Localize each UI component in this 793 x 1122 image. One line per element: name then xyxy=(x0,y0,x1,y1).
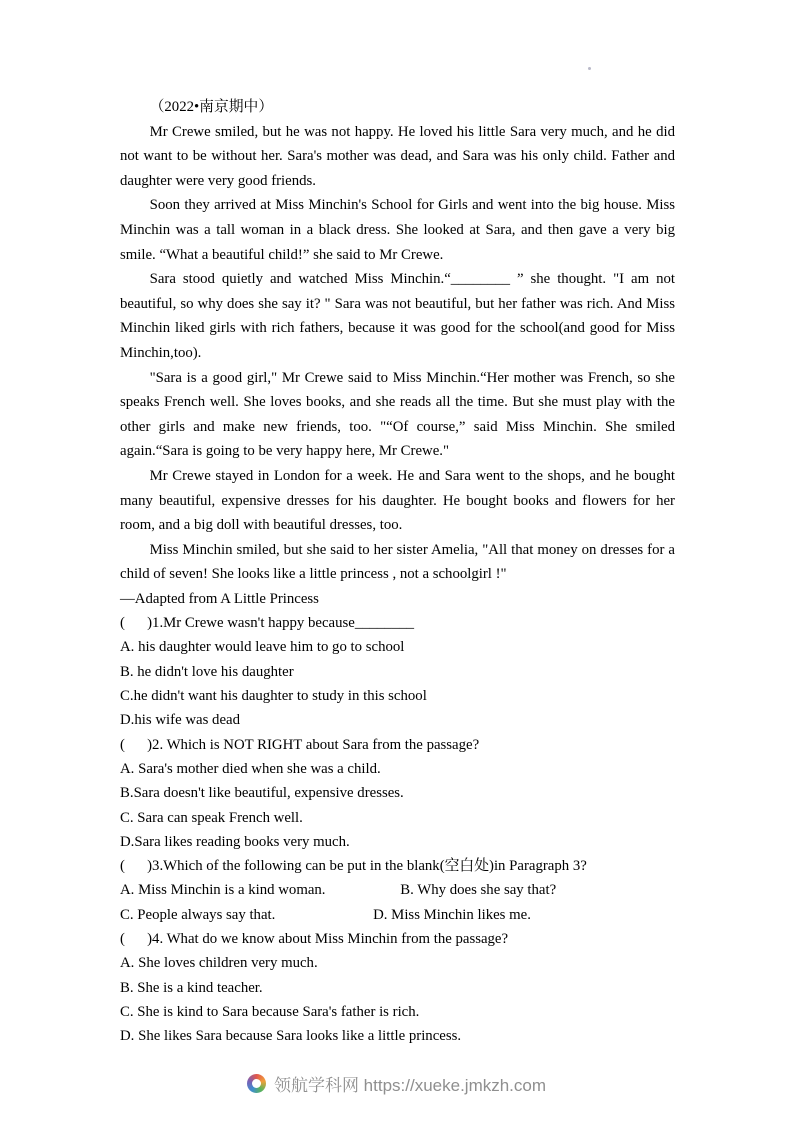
question-4 xyxy=(120,927,675,1048)
question-3-stem: ( )3.Which of the following can be put in the blank(空白处)in Paragraph 3? xyxy=(120,858,587,875)
question-1-option-b: B. he didn't love his daughter xyxy=(120,663,294,680)
question-3-option-c: C. People always say that. xyxy=(120,906,276,923)
question-3-option-a: A. Miss Minchin is a kind woman. xyxy=(120,882,326,899)
question-1-stem: ( )1.Mr Crewe wasn't happy because________ xyxy=(120,615,415,632)
question-4-option-b: B. She is a kind teacher. xyxy=(120,979,263,996)
xueke-logo-core xyxy=(252,1079,261,1088)
stray-mark-dot xyxy=(588,67,591,70)
question-4-option-a: A. She loves children very much. xyxy=(120,955,318,972)
question-2-stem: ( )2. Which is NOT RIGHT about Sara from the passage? xyxy=(120,736,480,753)
question-3-option-b: B. Why does she say that? xyxy=(400,882,557,899)
question-1-option-a: A. his daughter would leave him to go to school xyxy=(120,639,405,656)
question-3-options-row-1 xyxy=(120,878,675,902)
question-2-option-b: B.Sara doesn't like beautiful, expensive dresses. xyxy=(120,785,404,802)
question-2 xyxy=(120,733,675,854)
question-2-option-d: D.Sara likes reading books very much. xyxy=(120,833,350,850)
question-1-option-c: C.he didn't want his daughter to study in this school xyxy=(120,688,427,705)
adapted-from-line: —Adapted from A Little Princess xyxy=(120,590,319,607)
xueke-logo-icon xyxy=(247,1074,266,1093)
footer-watermark xyxy=(0,1071,793,1096)
exam-source-tag: （2022•南京期中） xyxy=(149,99,274,115)
question-4-stem: ( )4. What do we know about Miss Minchin from the passage? xyxy=(120,931,509,948)
passage-paragraph-3: Sara stood quietly and watched Miss Minchin.“________ ” she thought. "I am not beautiful, so why does she say it? " Sara was not beautiful, but her father was rich. And Miss Minchin liked girls with rich fathers, because it was good for the school(and good for Miss Minchin,too). xyxy=(120,271,679,361)
question-4-option-c: C. She is kind to Sara because Sara's father is rich. xyxy=(120,1003,420,1020)
question-2-option-a: A. Sara's mother died when she was a child. xyxy=(120,760,381,777)
question-2-option-c: C. Sara can speak French well. xyxy=(120,809,303,826)
passage-paragraph-4: "Sara is a good girl," Mr Crewe said to Miss Minchin.“Her mother was French, so she speaks French well. She loves books, and she reads all the time. But she must play with the other girls and make new friends, too. "“Of course,” said Miss Minchin. She smiled again.“Sara is going to be very happy here, Mr Crewe." xyxy=(120,369,679,460)
passage-paragraph-6: Miss Minchin smiled, but she said to her sister Amelia, "All that money on dresses for a child of seven! She looks like a little princess , not a schoolgirl !" xyxy=(120,541,679,583)
passage-paragraph-2: Soon they arrived at Miss Minchin's School for Girls and went into the big house. Miss Minchin was a tall woman in a black dress. She looked at Sara, and then gave a very big smile. “What a beautiful child!” she said to Mr Crewe. xyxy=(120,197,679,263)
question-3 xyxy=(120,854,675,927)
question-4-option-d: D. She likes Sara because Sara looks like a little princess. xyxy=(120,1028,462,1045)
passage-paragraph-1: Mr Crewe smiled, but he was not happy. He loved his little Sara very much, and he did not want to be without her. Sara's mother was dead, and Sara was his only child. Father and daughter were very good friends. xyxy=(120,123,679,189)
question-1 xyxy=(120,611,675,732)
passage-paragraph-5: Mr Crewe stayed in London for a week. He and Sara went to the shops, and he bought many beautiful, expensive dresses for his daughter. He bought books and flowers for her room, and a big doll with beautiful dresses, too. xyxy=(120,467,679,534)
question-3-option-d: D. Miss Minchin likes me. xyxy=(373,906,531,923)
question-1-option-d: D.his wife was dead xyxy=(120,712,240,729)
footer-site-text: 领航学科网 https://xueke.jmkzh.com xyxy=(273,1076,547,1095)
question-3-options-row-2 xyxy=(120,903,675,927)
